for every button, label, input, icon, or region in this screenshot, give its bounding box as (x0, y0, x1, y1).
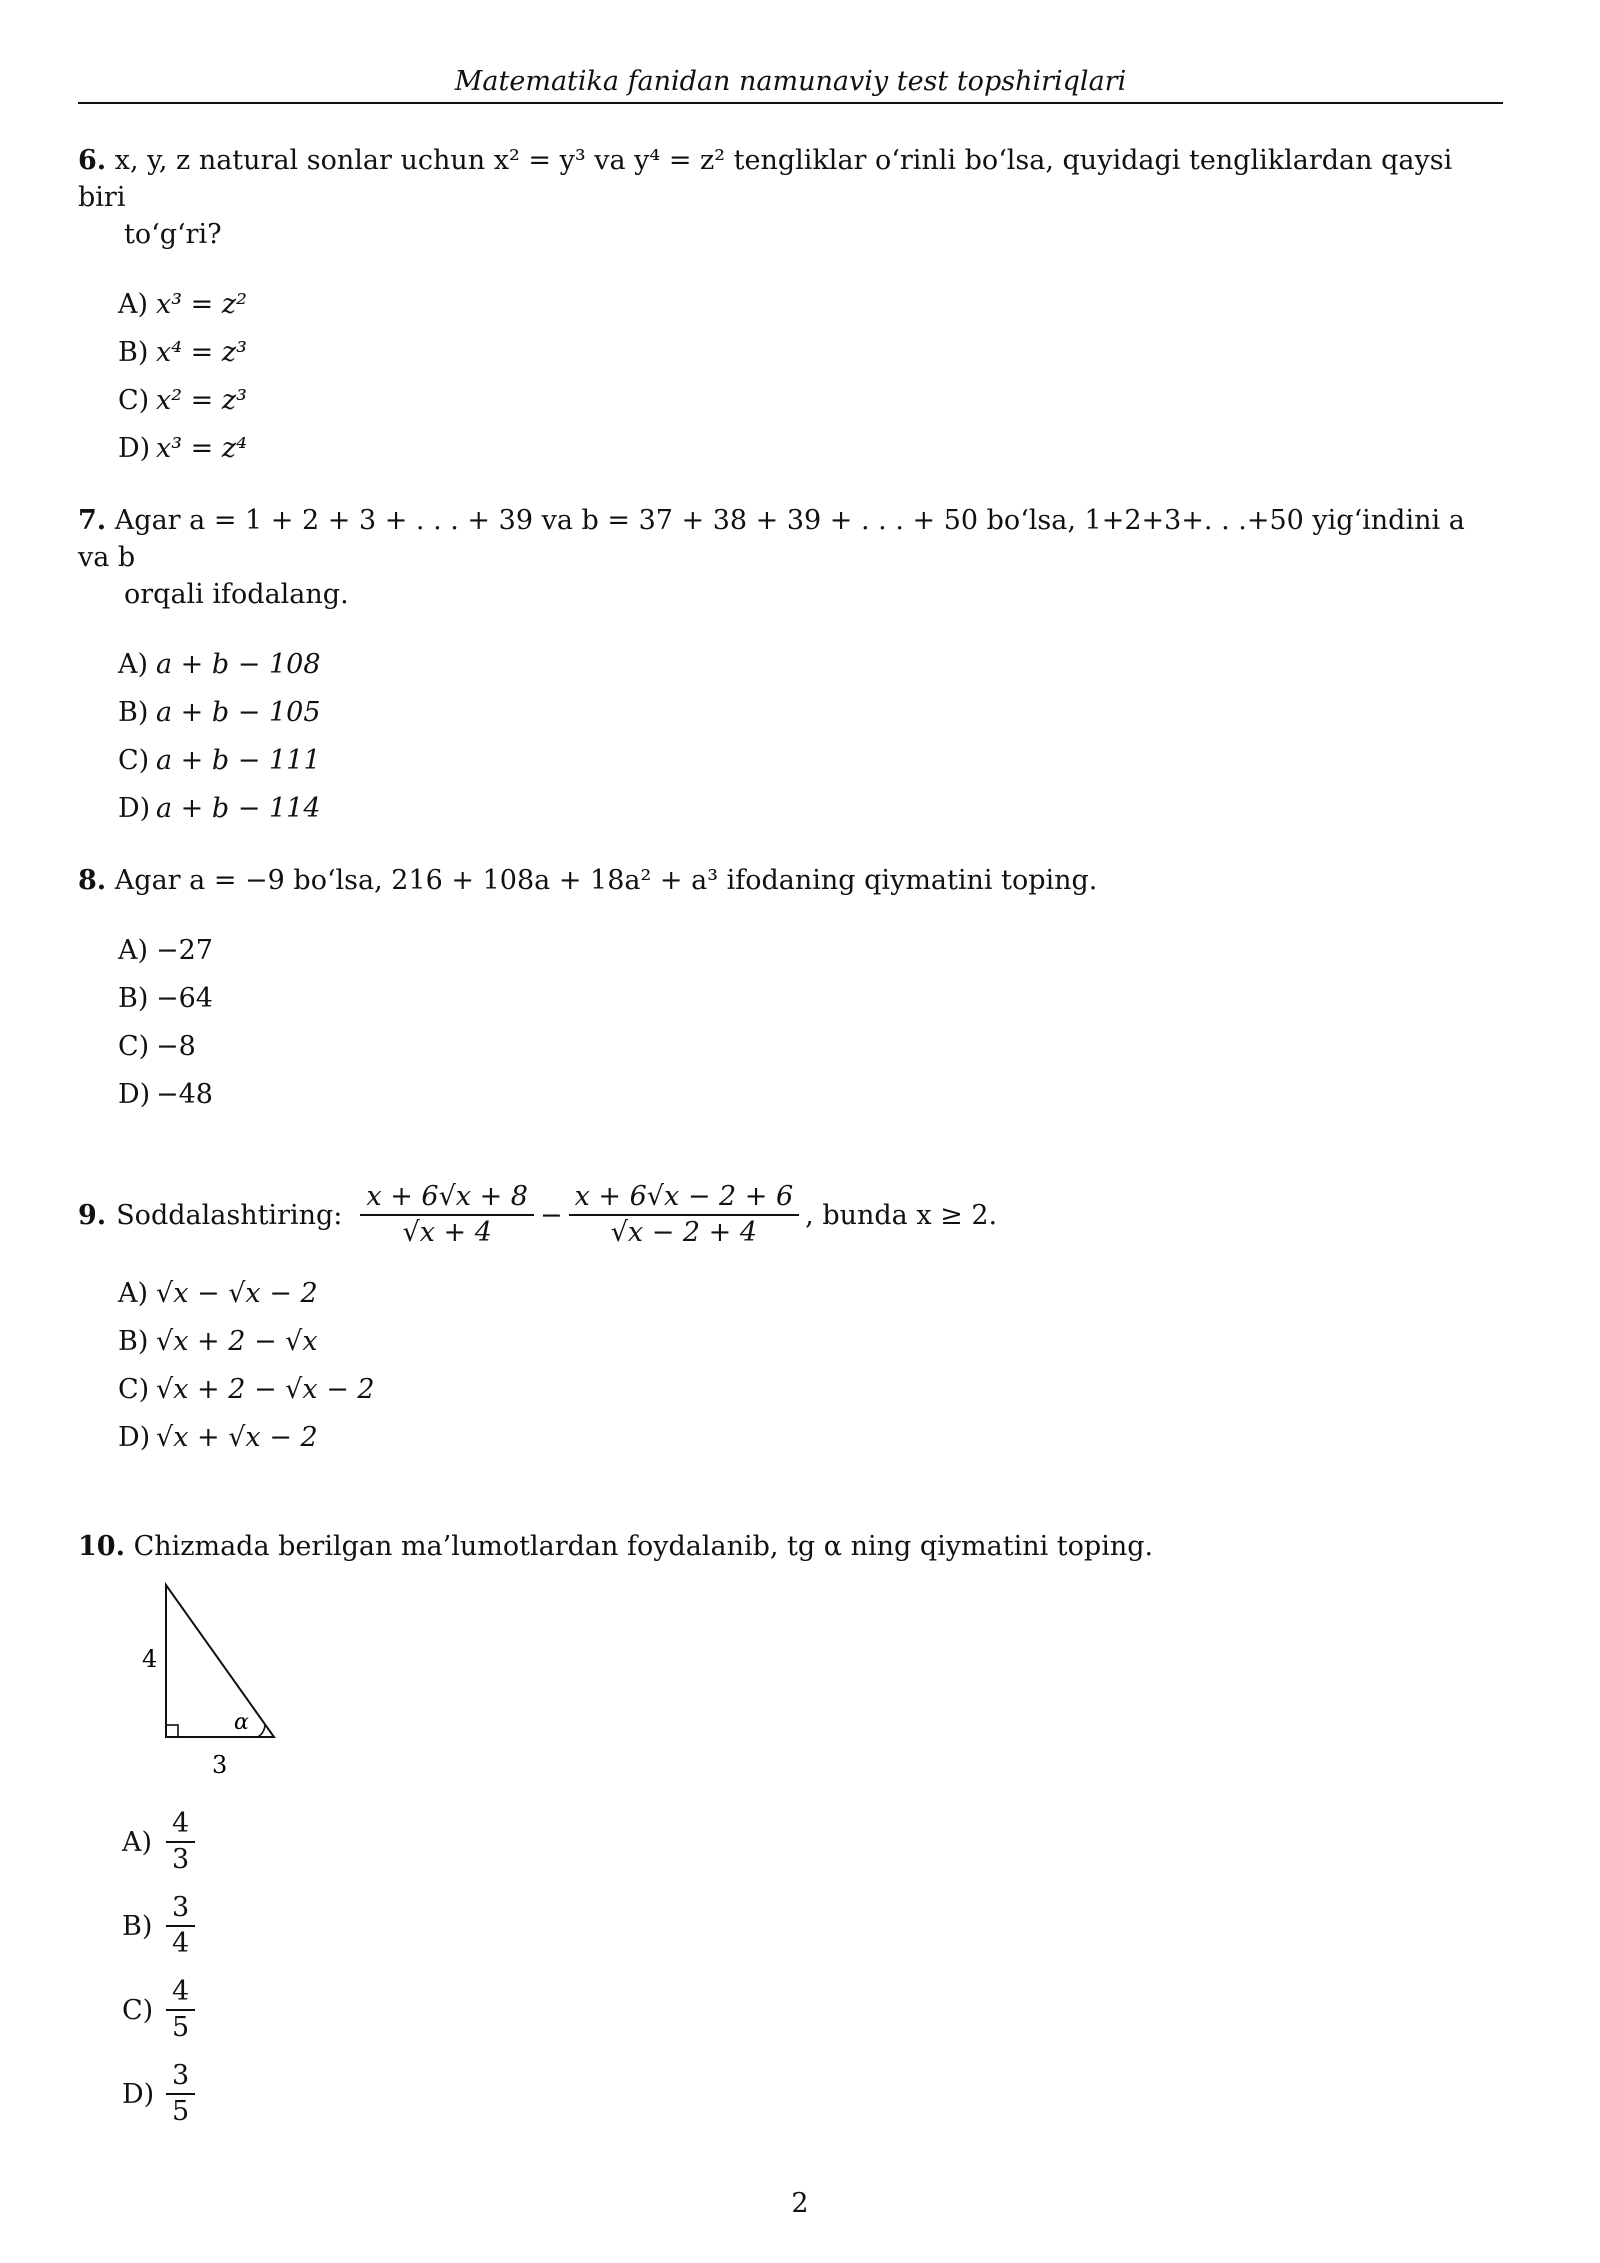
question-6 (78, 142, 1498, 473)
question-number: 7. (78, 505, 107, 536)
page-header: Matematika fanidan namunaviy test topshiriqlari (454, 66, 1127, 97)
option-b[interactable]: B) √x + 2 − √x (118, 1326, 318, 1357)
question-6-text (78, 142, 1498, 216)
question-number: 8. (78, 865, 107, 896)
option-b[interactable]: B) x⁴ = z³ (118, 337, 247, 368)
option-c[interactable]: C) √x + 2 − √x − 2 (118, 1374, 375, 1405)
option-d[interactable]: D) $\frac{3}{5}$ (122, 2052, 522, 2136)
question-6-options (78, 281, 1498, 473)
angle-arc (258, 1724, 265, 1737)
triangle-shape (166, 1585, 274, 1737)
option-b[interactable]: B) $\frac{3}{4}$ (122, 1884, 522, 1968)
question-7-line2: orqali ifodalang. (124, 579, 349, 610)
page-number: 2 (791, 2188, 809, 2219)
option-a[interactable]: A) $\frac{4}{3}$ (122, 1800, 522, 1884)
option-d[interactable]: D) √x + √x − 2 (118, 1422, 318, 1453)
angle-label: α (234, 1710, 249, 1735)
question-7-line1: Agar a = 1 + 2 + 3 + . . . + 39 va b = 37 + 38 + 39 + . . . + 50 bo‘lsa, 1+2+3+. . .+50 yig‘indini a va b (78, 505, 1465, 573)
right-angle-marker (166, 1725, 178, 1737)
question-8-text (78, 862, 1498, 899)
fraction-1: $\frac{x + 6√x + 8}{√x + 4}$ (360, 1180, 534, 1250)
question-9-text (78, 1180, 1498, 1250)
question-number: 10. (78, 1531, 125, 1562)
option-c[interactable]: C) $\frac{4}{5}$ (122, 1968, 522, 2052)
question-10-line1: Chizmada berilgan ma’lumotlardan foydalanib, tg α ning qiymatini toping. (133, 1531, 1154, 1562)
option-a[interactable]: A) x³ = z² (118, 289, 247, 320)
option-d[interactable]: D) x³ = z⁴ (118, 433, 247, 464)
option-a[interactable]: A) a + b − 108 (118, 649, 321, 680)
fraction-2: $\frac{x + 6√x - 2 + 6}{√x - 2 + 4}$ (569, 1180, 800, 1250)
option-d[interactable]: D) −48 (118, 1079, 213, 1110)
question-9-intro: Soddalashtiring: (116, 1199, 343, 1231)
question-9 (78, 1180, 1498, 1462)
right-triangle-figure (130, 1575, 310, 1785)
question-7-text (78, 502, 1498, 576)
option-c[interactable]: C) −8 (118, 1031, 196, 1062)
option-b[interactable]: B) −64 (118, 983, 213, 1014)
option-d[interactable]: D) a + b − 114 (118, 793, 321, 824)
question-8-line1: Agar a = −9 bo‘lsa, 216 + 108a + 18a² + a³ ifodaning qiymatini toping. (114, 865, 1098, 896)
option-a[interactable]: A) √x − √x − 2 (118, 1278, 318, 1309)
question-7 (78, 502, 1498, 833)
question-10-options (122, 1800, 522, 2136)
question-9-tail: , bunda x ≥ 2. (805, 1199, 998, 1231)
question-10-text (78, 1528, 1498, 1565)
question-7-options (78, 641, 1498, 833)
question-9-options (78, 1270, 1498, 1462)
question-8-options (78, 927, 1498, 1119)
minus-sign: − (539, 1199, 563, 1231)
side-label-vertical: 4 (142, 1645, 158, 1673)
question-6-line1: x, y, z natural sonlar uchun x² = y³ va y⁴ = z² tengliklar o‘rinli bo‘lsa, quyidagi tengliklardan qaysi biri (78, 145, 1453, 213)
side-label-horizontal: 3 (212, 1751, 228, 1779)
question-number: 6. (78, 145, 107, 176)
question-8 (78, 862, 1498, 1119)
option-c[interactable]: C) x² = z³ (118, 385, 247, 416)
option-a[interactable]: A) −27 (118, 935, 213, 966)
option-c[interactable]: C) a + b − 111 (118, 745, 321, 776)
header-rule (78, 102, 1503, 104)
question-6-line2: to‘g‘ri? (124, 219, 222, 250)
question-number: 9. (78, 1199, 107, 1231)
option-b[interactable]: B) a + b − 105 (118, 697, 321, 728)
question-10 (78, 1528, 1498, 1565)
